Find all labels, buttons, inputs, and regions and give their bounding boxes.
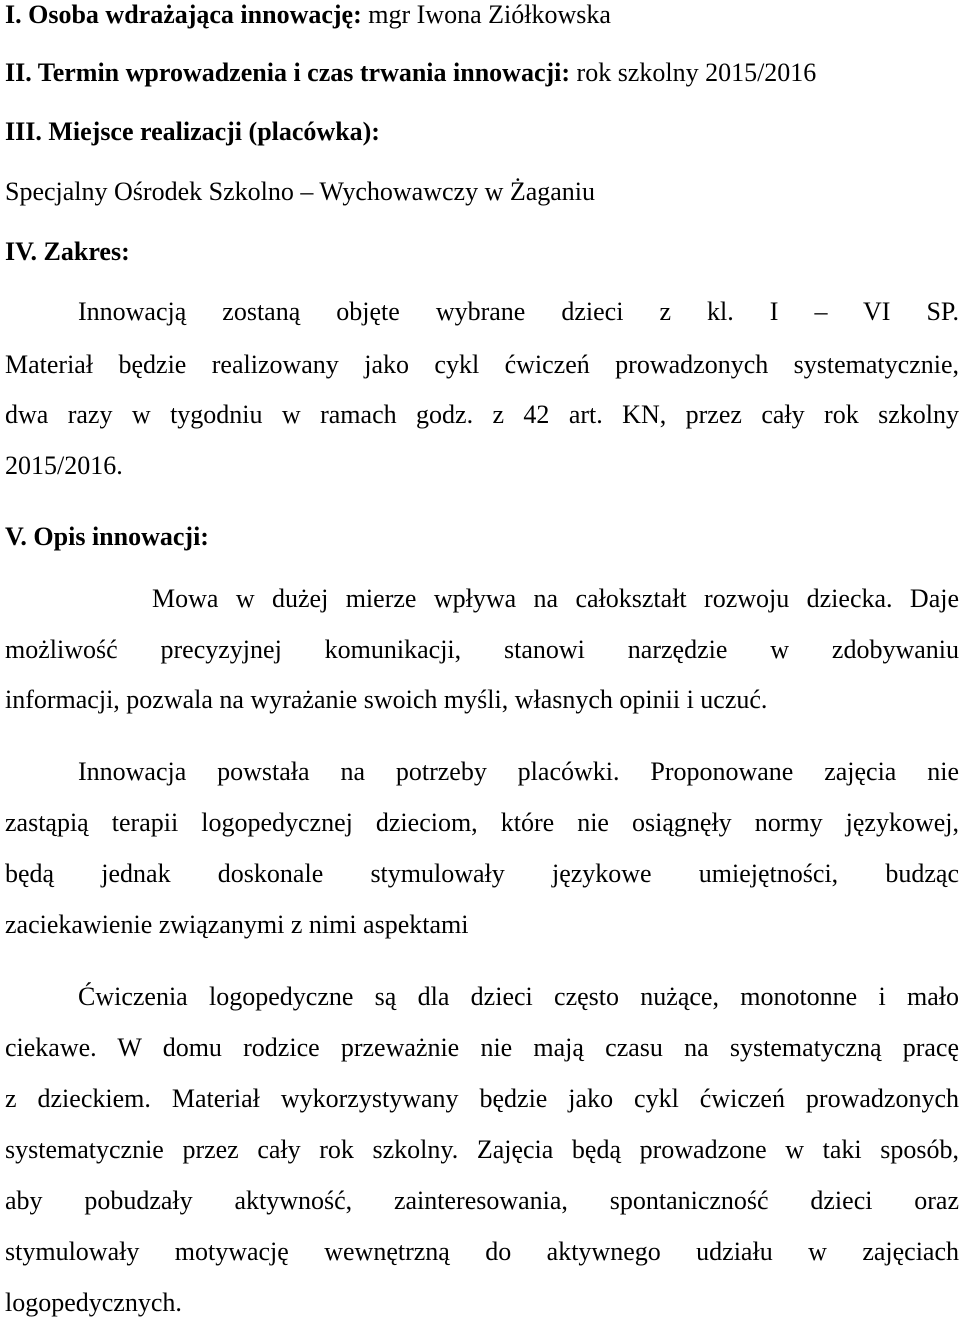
paragraph-1-line: możliwość precyzyjnej komunikacji, stanowi narzędzie w zdobywaniu bbox=[5, 635, 959, 664]
section-3-heading: III. Miejsce realizacji (placówka): bbox=[5, 117, 380, 146]
paragraph-2-line: Innowacja powstała na potrzeby placówki. Proponowane zajęcia nie bbox=[78, 757, 959, 786]
paragraph-2-line: będą jednak doskonale stymulowały językowe umiejętności, budząc bbox=[5, 859, 959, 888]
section-4-line: 2015/2016. bbox=[5, 451, 123, 480]
paragraph-1-line: informacji, pozwala na wyrażanie swoich myśli, własnych opinii i uczuć. bbox=[5, 685, 768, 714]
paragraph-2-line: zastąpią terapii logopedycznej dzieciom, które nie osiągnęły normy językowej, bbox=[5, 808, 959, 837]
paragraph-3-line: stymulowały motywację wewnętrzną do aktywnego udziału w zajęciach bbox=[5, 1237, 959, 1266]
paragraph-3-line: logopedycznych. bbox=[5, 1288, 182, 1317]
paragraph-3-line: aby pobudzały aktywność, zainteresowania, spontaniczność dzieci oraz bbox=[5, 1186, 959, 1215]
paragraph-3-line: z dzieckiem. Materiał wykorzystywany będzie jako cykl ćwiczeń prowadzonych bbox=[5, 1084, 959, 1113]
section-2-label: II. Termin wprowadzenia i czas trwania innowacji: bbox=[5, 58, 571, 87]
section-4-line: Innowacją zostaną objęte wybrane dzieci z kl. I – VI SP. bbox=[78, 297, 959, 326]
section-4-heading: IV. Zakres: bbox=[5, 237, 130, 266]
section-2-value: rok szkolny 2015/2016 bbox=[570, 58, 817, 87]
section-1-heading bbox=[5, 0, 611, 30]
paragraph-3-line: systematycznie przez cały rok szkolny. Zajęcia będą prowadzone w taki sposób, bbox=[5, 1135, 959, 1164]
paragraph-3-line: ciekawe. W domu rodzice przeważnie nie mają czasu na systematyczną pracę bbox=[5, 1033, 959, 1062]
section-3-location: Specjalny Ośrodek Szkolno – Wychowawczy w Żaganiu bbox=[5, 177, 596, 206]
section-2-heading bbox=[5, 58, 816, 88]
section-4-line: dwa razy w tygodniu w ramach godz. z 42 art. KN, przez cały rok szkolny bbox=[5, 400, 959, 429]
paragraph-3-line: Ćwiczenia logopedyczne są dla dzieci często nużące, monotonne i mało bbox=[78, 982, 959, 1011]
section-1-label: I. Osoba wdrażająca innowację: bbox=[5, 0, 362, 29]
section-1-value: mgr Iwona Ziółkowska bbox=[361, 0, 611, 29]
paragraph-1-line: Mowa w dużej mierze wpływa na całokształt rozwoju dziecka. Daje bbox=[152, 584, 959, 613]
paragraph-2-line: zaciekawienie związanymi z nimi aspektami bbox=[5, 910, 469, 939]
section-5-heading: V. Opis innowacji: bbox=[5, 522, 209, 551]
section-4-line: Materiał będzie realizowany jako cykl ćwiczeń prowadzonych systematycznie, bbox=[5, 350, 959, 379]
